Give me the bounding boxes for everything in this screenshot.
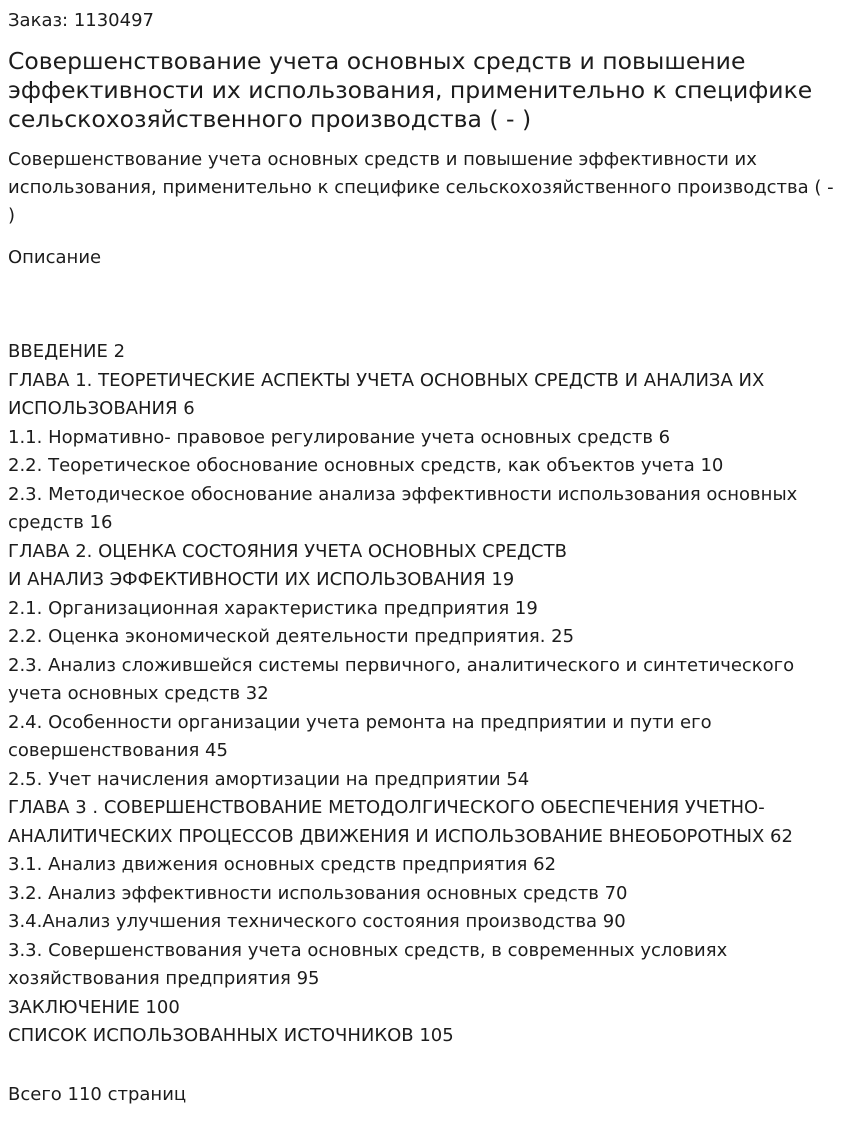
toc-item: 2.3. Анализ сложившейся системы первичного, аналитического и синтетического учета основных средств 32 [8, 654, 795, 704]
table-of-contents [8, 338, 839, 1051]
toc-item: ЗАКЛЮЧЕНИЕ 100 [8, 996, 180, 1018]
toc-item: 2.3. Методическое обоснование анализа эффективности использования основных средств 16 [8, 483, 798, 533]
toc-item: 2.4. Особенности организации учета ремонта на предприятии и пути его совершенствования 45 [8, 711, 712, 761]
toc-item: 2.5. Учет начисления амортизации на предприятии 54 [8, 768, 530, 790]
toc-item: 2.2. Теоретическое обоснование основных средств, как объектов учета 10 [8, 455, 724, 476]
toc-item: 3.4.Анализ улучшения технического состояния производства 90 [8, 911, 626, 932]
toc-item: ВВЕДЕНИЕ 2 [8, 341, 126, 362]
toc-item: 2.2. Оценка экономической деятельности предприятия. 25 [8, 626, 575, 647]
page-title: Совершенствование учета основных средств и повышение эффективности их использования, применительно к специфике сельскохозяйственного производства ( - ) [8, 47, 813, 133]
toc-item: ГЛАВА 3 . СОВЕРШЕНСТВОВАНИЕ МЕТОДОЛГИЧЕСКОГО ОБЕСПЕЧЕНИЯ УЧЕТНО-АНАЛИТИЧЕСКИХ ПРОЦЕССОВ ДВИЖЕНИЯ И ИСПОЛЬЗОВАНИЕ ВНЕОБОРОТНЫХ 62 [8, 797, 793, 847]
toc-item: ГЛАВА 2. ОЦЕНКА СОСТОЯНИЯ УЧЕТА ОСНОВНЫХ СРЕДСТВ [8, 540, 567, 562]
toc-item: ГЛАВА 1. ТЕОРЕТИЧЕСКИЕ АСПЕКТЫ УЧЕТА ОСНОВНЫХ СРЕДСТВ И АНАЛИЗА ИХ ИСПОЛЬЗОВАНИЯ 6 [8, 369, 765, 419]
toc-item: 3.3. Совершенствования учета основных средств, в современных условиях хозяйствования предприятия 95 [8, 939, 728, 989]
toc-item: 2.1. Организационная характеристика предприятия 19 [8, 597, 538, 619]
toc-item: 3.1. Анализ движения основных средств предприятия 62 [8, 854, 557, 875]
toc-item: СПИСОК ИСПОЛЬЗОВАННЫХ ИСТОЧНИКОВ 105 [8, 1025, 454, 1046]
toc-item: И АНАЛИЗ ЭФФЕКТИВНОСТИ ИХ ИСПОЛЬЗОВАНИЯ 19 [8, 569, 515, 590]
toc-item: 1.1. Нормативно- правовое регулирование учета основных средств 6 [8, 426, 671, 448]
toc-item: 3.2. Анализ эффективности использования основных средств 70 [8, 882, 628, 904]
order-number: Заказ: 1130497 [8, 10, 154, 31]
page-subtitle: Совершенствование учета основных средств и повышение эффективности их использования, применительно к специфике сельскохозяйственного производства ( - ) [8, 149, 834, 226]
total-pages: Всего 110 страниц [8, 1083, 187, 1105]
description-label: Описание [8, 247, 102, 268]
